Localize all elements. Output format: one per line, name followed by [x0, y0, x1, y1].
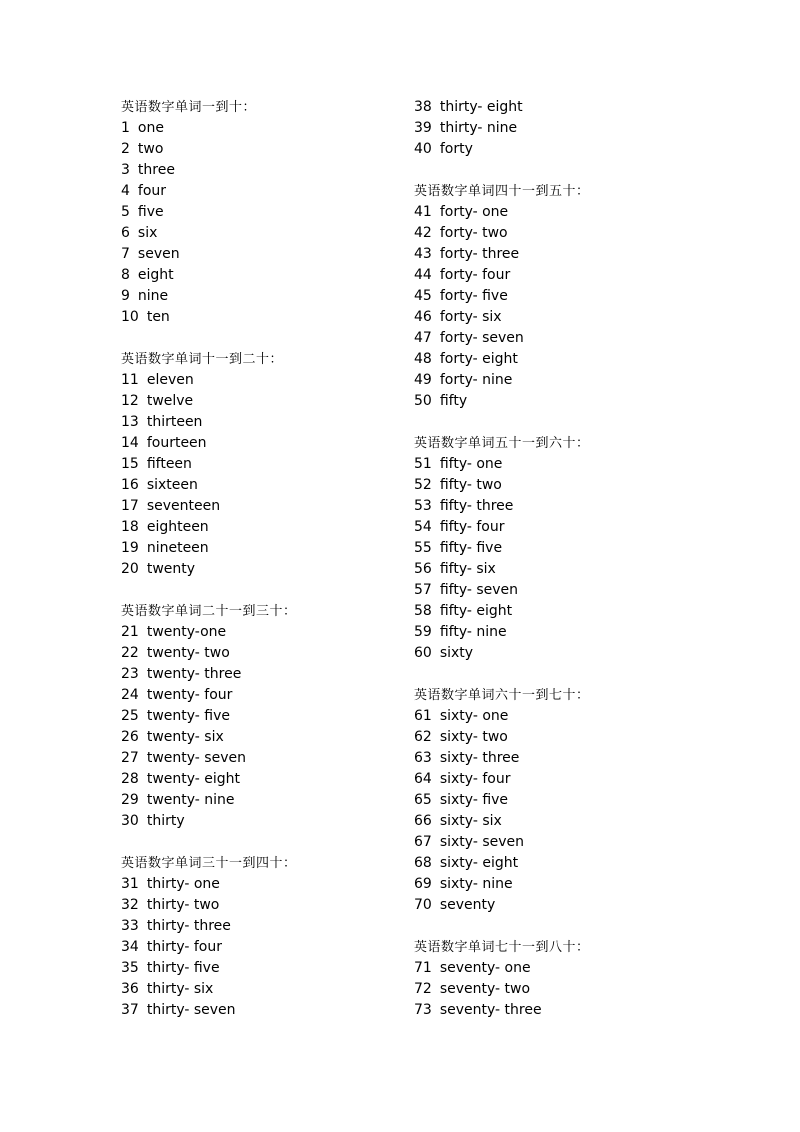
number-word-row — [121, 265, 421, 286]
english-word: eight — [137, 267, 174, 283]
english-word: sixty — [439, 645, 474, 661]
number-word-row — [414, 622, 714, 643]
number: 51 — [414, 456, 432, 472]
number-word-row — [121, 895, 421, 916]
number-word-row — [121, 139, 421, 160]
number: 67 — [414, 834, 432, 850]
number-word-row — [121, 664, 421, 685]
english-word: thirty- nine — [439, 120, 518, 136]
number: 63 — [414, 750, 432, 766]
english-word: thirty- two — [146, 897, 220, 913]
number-word-row — [121, 937, 421, 958]
number-word-row — [414, 328, 714, 349]
number: 68 — [414, 855, 432, 871]
number: 61 — [414, 708, 432, 724]
number-word-row — [414, 475, 714, 496]
english-word: four — [137, 183, 167, 199]
left-column — [121, 97, 421, 1021]
number-word-row — [414, 139, 714, 160]
english-word: one — [137, 120, 164, 136]
english-word: sixty- four — [439, 771, 511, 787]
english-word: seventy- two — [439, 981, 531, 997]
number-word-row — [121, 454, 421, 475]
number: 65 — [414, 792, 432, 808]
english-word: seventeen — [146, 498, 221, 514]
english-word: twenty- five — [146, 708, 231, 724]
number-word-row — [414, 496, 714, 517]
english-word: seventy- one — [439, 960, 531, 976]
number: 3 — [121, 162, 130, 178]
number-word-row — [414, 790, 714, 811]
number-word-row — [414, 286, 714, 307]
number-word-row — [121, 202, 421, 223]
number: 15 — [121, 456, 139, 472]
number-word-row — [121, 118, 421, 139]
section-gap — [121, 328, 421, 349]
section-heading: 英语数字单词六十一到七十： — [414, 688, 590, 703]
number: 20 — [121, 561, 139, 577]
number-word-row — [121, 769, 421, 790]
section-heading: 英语数字单词五十一到六十： — [414, 436, 590, 451]
number-word-row — [414, 454, 714, 475]
number-word-row — [414, 601, 714, 622]
section-gap — [414, 412, 714, 433]
number: 30 — [121, 813, 139, 829]
number: 43 — [414, 246, 432, 262]
english-word: forty- five — [439, 288, 508, 304]
number-word-row — [121, 643, 421, 664]
section-gap — [414, 916, 714, 937]
english-word: eleven — [146, 372, 194, 388]
number-word-row — [121, 622, 421, 643]
number: 25 — [121, 708, 139, 724]
english-word: forty- nine — [439, 372, 513, 388]
english-word: twenty- nine — [146, 792, 235, 808]
number-word-row — [414, 580, 714, 601]
number: 71 — [414, 960, 432, 976]
number: 23 — [121, 666, 139, 682]
number-word-row — [121, 517, 421, 538]
number-word-row — [414, 559, 714, 580]
number: 19 — [121, 540, 139, 556]
english-word: thirty- three — [146, 918, 231, 934]
english-word: thirty- one — [146, 876, 220, 892]
number-word-row — [414, 265, 714, 286]
number: 29 — [121, 792, 139, 808]
number: 70 — [414, 897, 432, 913]
english-word: fifteen — [146, 456, 192, 472]
english-word: seven — [137, 246, 180, 262]
english-word: sixty- eight — [439, 855, 519, 871]
number-word-row — [121, 685, 421, 706]
number-word-row — [414, 202, 714, 223]
english-word: ten — [146, 309, 170, 325]
number: 9 — [121, 288, 130, 304]
number-word-row — [121, 433, 421, 454]
english-word: five — [137, 204, 164, 220]
english-word: thirty- seven — [146, 1002, 236, 1018]
number-word-row — [121, 244, 421, 265]
english-word: six — [137, 225, 158, 241]
number-word-row — [121, 748, 421, 769]
english-word: twenty — [146, 561, 196, 577]
english-word: thirty- eight — [439, 99, 523, 115]
english-word: sixty- one — [439, 708, 509, 724]
number: 49 — [414, 372, 432, 388]
number-word-row — [121, 307, 421, 328]
number-word-row — [414, 832, 714, 853]
number-word-row — [121, 559, 421, 580]
number: 59 — [414, 624, 432, 640]
english-word: forty- three — [439, 246, 520, 262]
number: 13 — [121, 414, 139, 430]
number-word-row — [414, 370, 714, 391]
number: 17 — [121, 498, 139, 514]
number-word-row — [121, 286, 421, 307]
english-word: forty- one — [439, 204, 509, 220]
english-word: fifty- eight — [439, 603, 513, 619]
number-word-row — [414, 811, 714, 832]
number: 24 — [121, 687, 139, 703]
number-word-row — [414, 727, 714, 748]
section-heading: 英语数字单词二十一到三十： — [121, 604, 297, 619]
number-word-row — [121, 160, 421, 181]
number-word-row — [121, 790, 421, 811]
number: 52 — [414, 477, 432, 493]
number-word-row — [121, 412, 421, 433]
number: 34 — [121, 939, 139, 955]
number: 41 — [414, 204, 432, 220]
number: 45 — [414, 288, 432, 304]
number: 58 — [414, 603, 432, 619]
number-word-row — [121, 979, 421, 1000]
english-word: fifty- five — [439, 540, 503, 556]
number-word-row — [121, 727, 421, 748]
number: 54 — [414, 519, 432, 535]
number-word-row — [414, 307, 714, 328]
number: 14 — [121, 435, 139, 451]
english-word: three — [137, 162, 175, 178]
number: 37 — [121, 1002, 139, 1018]
number: 18 — [121, 519, 139, 535]
english-word: sixty- nine — [439, 876, 513, 892]
number: 55 — [414, 540, 432, 556]
english-word: eighteen — [146, 519, 209, 535]
english-word: twenty- six — [146, 729, 224, 745]
number-word-row — [414, 748, 714, 769]
section-gap — [414, 160, 714, 181]
number: 31 — [121, 876, 139, 892]
number: 28 — [121, 771, 139, 787]
number-word-row — [414, 118, 714, 139]
number: 48 — [414, 351, 432, 367]
number-word-row — [414, 538, 714, 559]
number-word-row — [121, 706, 421, 727]
section-heading: 英语数字单词十一到二十： — [121, 352, 284, 367]
english-word: thirty- six — [146, 981, 214, 997]
number: 46 — [414, 309, 432, 325]
english-word: twenty-one — [146, 624, 227, 640]
english-word: nine — [137, 288, 169, 304]
number: 12 — [121, 393, 139, 409]
english-word: fourteen — [146, 435, 207, 451]
number-word-row — [414, 97, 714, 118]
english-word: fifty- two — [439, 477, 502, 493]
number: 27 — [121, 750, 139, 766]
number-word-row — [414, 979, 714, 1000]
number: 11 — [121, 372, 139, 388]
number: 47 — [414, 330, 432, 346]
english-word: thirty — [146, 813, 185, 829]
number: 7 — [121, 246, 130, 262]
number-word-row — [414, 1000, 714, 1021]
english-word: forty- eight — [439, 351, 518, 367]
number: 38 — [414, 99, 432, 115]
number-word-row — [121, 958, 421, 979]
right-column — [414, 97, 714, 1021]
number-word-row — [121, 916, 421, 937]
number-word-row — [121, 223, 421, 244]
english-word: thirty- five — [146, 960, 220, 976]
number: 22 — [121, 645, 139, 661]
number-word-row — [414, 706, 714, 727]
number-word-row — [121, 370, 421, 391]
number: 21 — [121, 624, 139, 640]
number: 44 — [414, 267, 432, 283]
english-word: forty- four — [439, 267, 511, 283]
english-word: forty- six — [439, 309, 502, 325]
number-word-row — [121, 181, 421, 202]
english-word: sixty- six — [439, 813, 502, 829]
number: 73 — [414, 1002, 432, 1018]
number: 57 — [414, 582, 432, 598]
english-word: sixty- two — [439, 729, 508, 745]
number: 36 — [121, 981, 139, 997]
number: 8 — [121, 267, 130, 283]
english-word: forty- seven — [439, 330, 524, 346]
number-word-row — [414, 769, 714, 790]
english-word: fifty- one — [439, 456, 503, 472]
number: 1 — [121, 120, 130, 136]
number: 6 — [121, 225, 130, 241]
number: 32 — [121, 897, 139, 913]
number-word-row — [121, 874, 421, 895]
number: 50 — [414, 393, 432, 409]
section-heading: 英语数字单词一到十： — [121, 100, 257, 115]
number-word-row — [121, 811, 421, 832]
english-word: forty- two — [439, 225, 508, 241]
number-word-row — [414, 895, 714, 916]
english-word: fifty- six — [439, 561, 496, 577]
number-word-row — [414, 517, 714, 538]
english-word: fifty- seven — [439, 582, 519, 598]
section-gap — [414, 664, 714, 685]
section-heading: 英语数字单词四十一到五十： — [414, 184, 590, 199]
english-word: sixteen — [146, 477, 198, 493]
number: 4 — [121, 183, 130, 199]
number: 60 — [414, 645, 432, 661]
number-word-row — [121, 496, 421, 517]
number-word-row — [414, 244, 714, 265]
number: 72 — [414, 981, 432, 997]
english-word: fifty — [439, 393, 468, 409]
number: 35 — [121, 960, 139, 976]
number: 40 — [414, 141, 432, 157]
number: 5 — [121, 204, 130, 220]
number-word-row — [414, 391, 714, 412]
number: 53 — [414, 498, 432, 514]
english-word: twenty- eight — [146, 771, 241, 787]
number-word-row — [414, 349, 714, 370]
number: 64 — [414, 771, 432, 787]
english-word: nineteen — [146, 540, 209, 556]
number: 33 — [121, 918, 139, 934]
english-word: forty — [439, 141, 473, 157]
english-word: seventy — [439, 897, 496, 913]
number: 10 — [121, 309, 139, 325]
english-word: fifty- four — [439, 519, 505, 535]
number: 26 — [121, 729, 139, 745]
section-heading: 英语数字单词七十一到八十： — [414, 940, 590, 955]
english-word: thirty- four — [146, 939, 222, 955]
number: 69 — [414, 876, 432, 892]
number-word-row — [414, 874, 714, 895]
section-heading: 英语数字单词三十一到四十： — [121, 856, 297, 871]
english-word: twenty- two — [146, 645, 230, 661]
english-word: fifty- three — [439, 498, 514, 514]
section-gap — [121, 580, 421, 601]
english-word: sixty- five — [439, 792, 509, 808]
number: 56 — [414, 561, 432, 577]
number: 62 — [414, 729, 432, 745]
english-word: twelve — [146, 393, 194, 409]
section-gap — [121, 832, 421, 853]
number-word-row — [121, 1000, 421, 1021]
number-word-row — [414, 223, 714, 244]
number-word-row — [414, 643, 714, 664]
number: 66 — [414, 813, 432, 829]
number: 42 — [414, 225, 432, 241]
english-word: twenty- four — [146, 687, 233, 703]
english-word: thirteen — [146, 414, 203, 430]
number-word-row — [121, 538, 421, 559]
english-word: twenty- three — [146, 666, 242, 682]
number: 39 — [414, 120, 432, 136]
english-word: two — [137, 141, 164, 157]
number-word-row — [121, 475, 421, 496]
number-word-row — [414, 853, 714, 874]
english-word: fifty- nine — [439, 624, 507, 640]
number: 16 — [121, 477, 139, 493]
number-word-row — [121, 391, 421, 412]
english-word: twenty- seven — [146, 750, 246, 766]
english-word: sixty- seven — [439, 834, 525, 850]
number: 2 — [121, 141, 130, 157]
number-word-row — [414, 958, 714, 979]
english-word: seventy- three — [439, 1002, 542, 1018]
english-word: sixty- three — [439, 750, 520, 766]
